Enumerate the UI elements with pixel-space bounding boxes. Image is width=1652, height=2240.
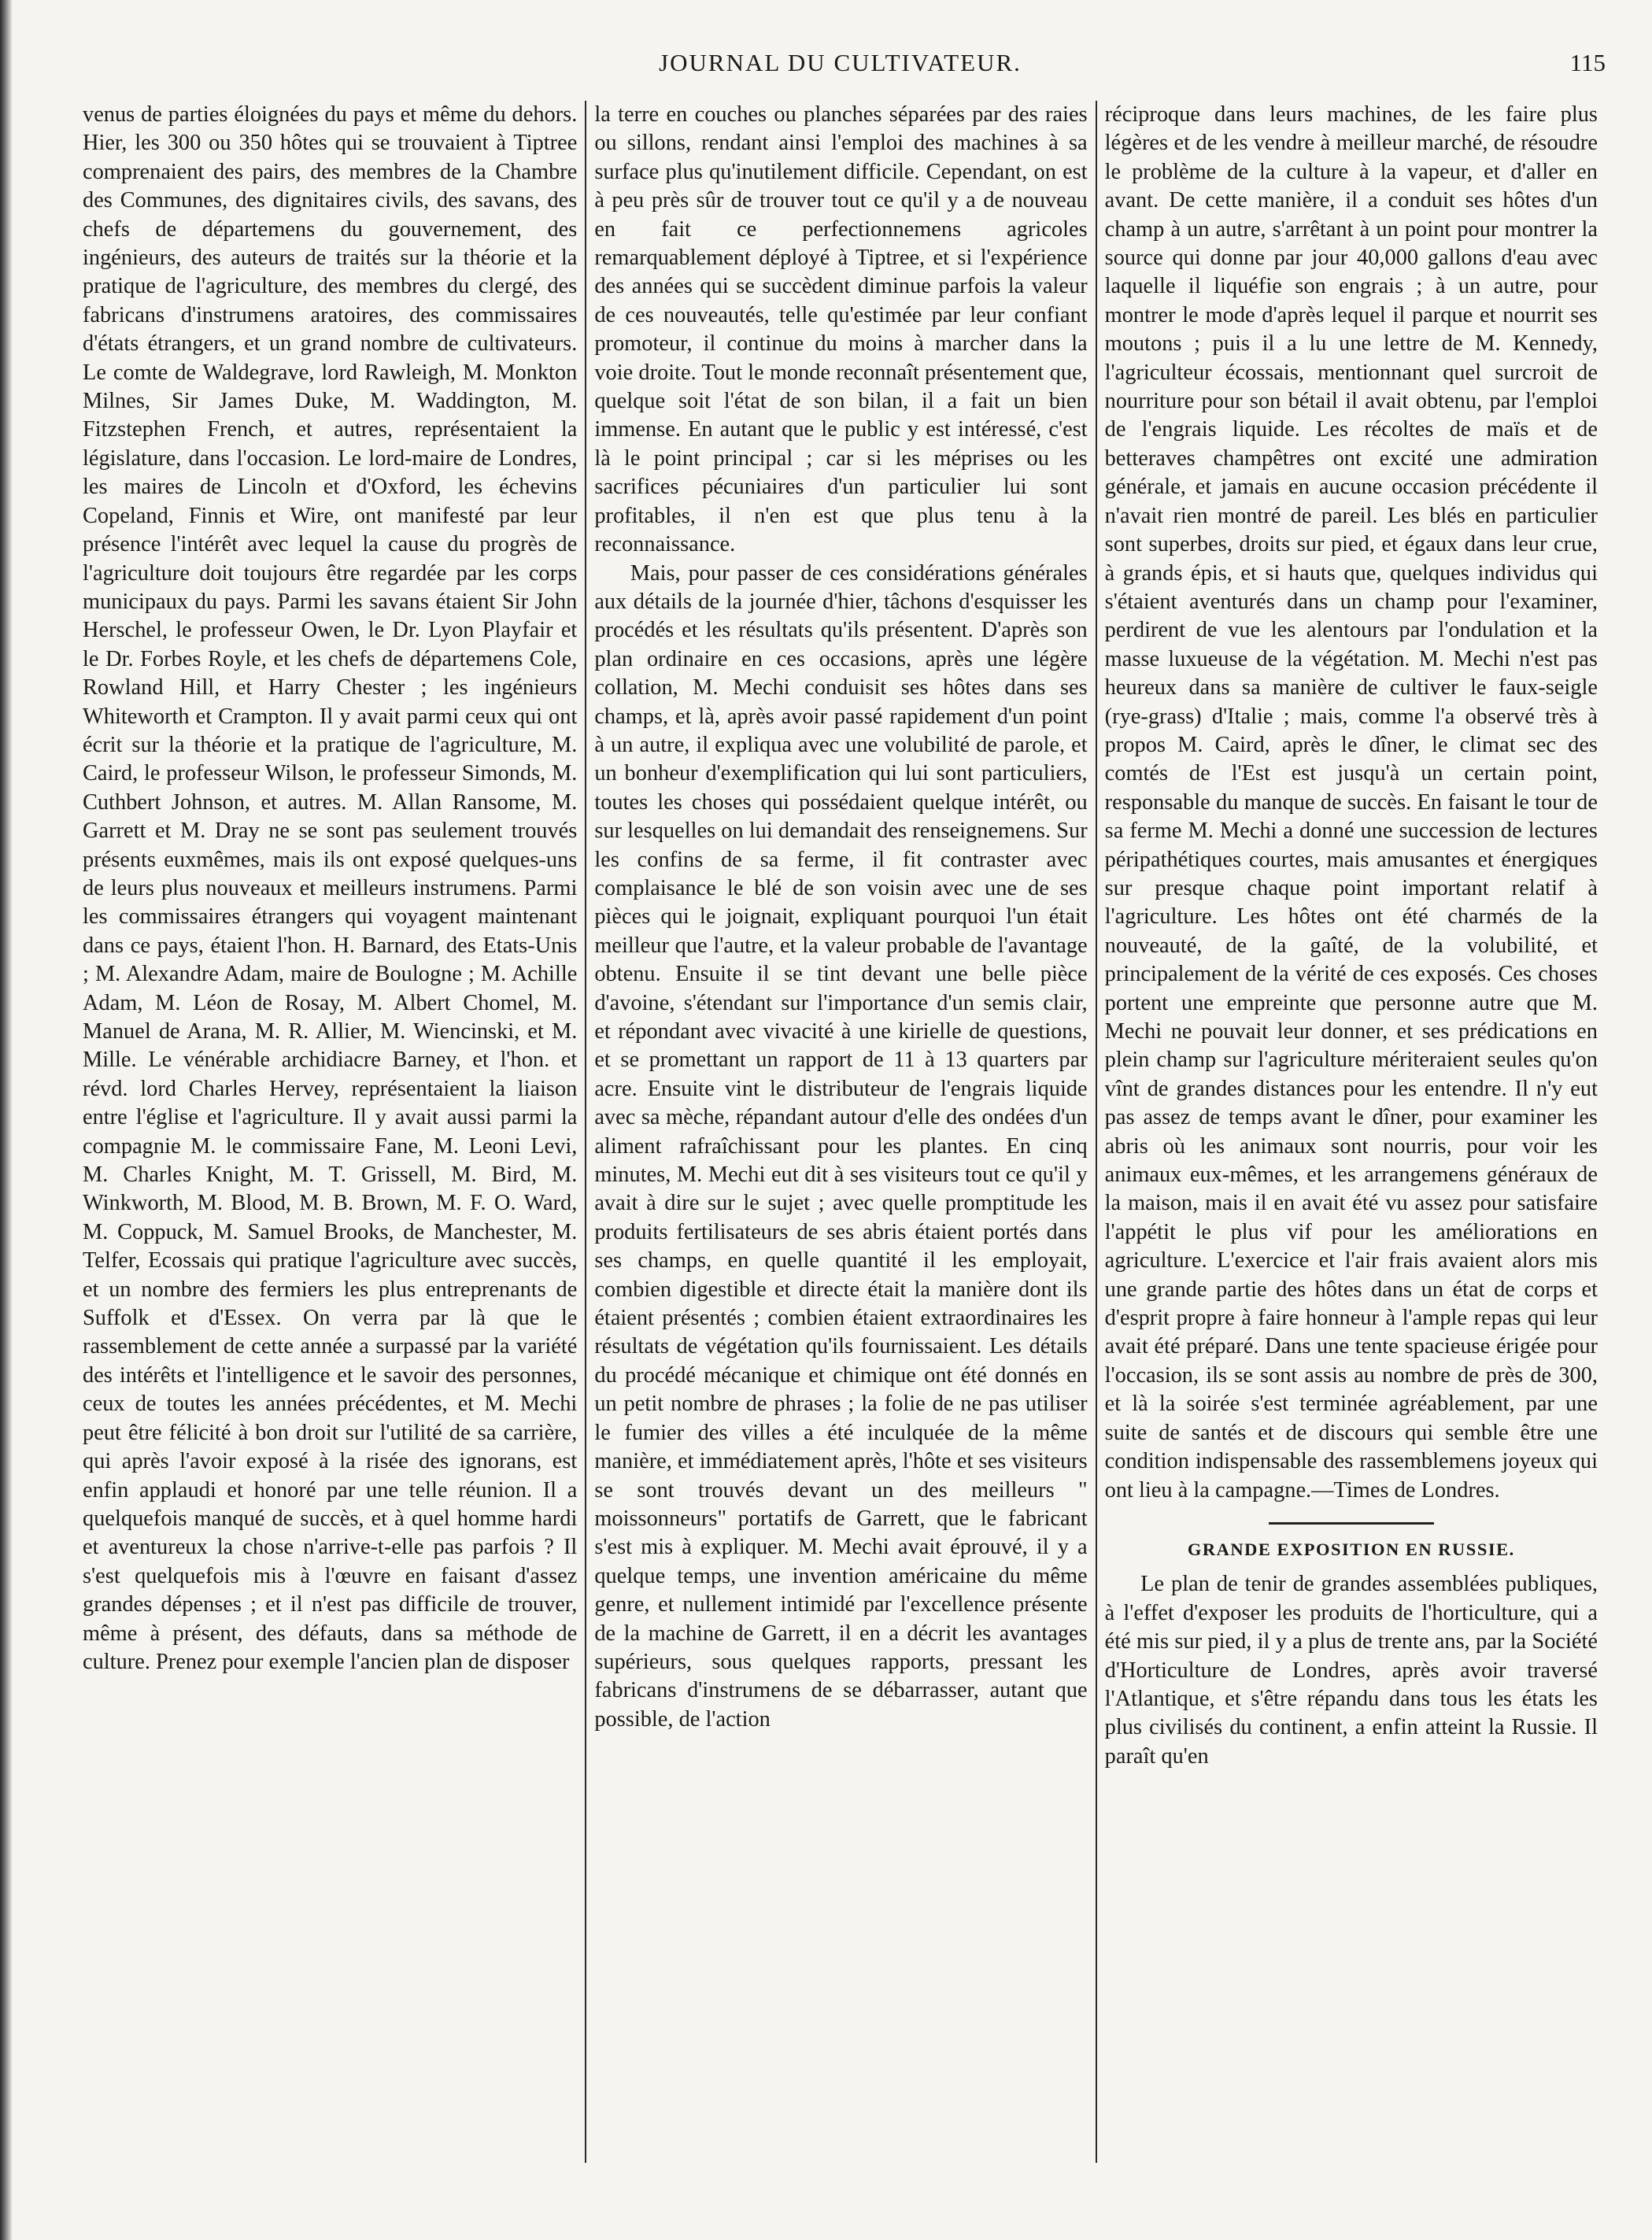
page-edge-shadow bbox=[0, 0, 13, 2240]
column-1 bbox=[75, 101, 585, 2163]
page-number: 115 bbox=[1569, 49, 1606, 76]
column-1-paragraph-1: venus de parties éloignées du pays et même du dehors. Hier, les 300 ou 350 hôtes qui se trouvaient à Tiptree comprenaient des pairs, des membres de la Chambre des Communes, des dignitaires civils, des savans, des chefs de départemens du gouvernement, des ingénieurs, des auteurs de traités sur la théorie et la pratique de l'agriculture, des membres du clergé, des fabricans d'instrumens aratoires, des commissaires d'états étrangers, et un grand nombre de cultivateurs. Le comte de Waldegrave, lord Rawleigh, M. Monkton Milnes, Sir James Duke, M. Waddington, M. Fitzstephen French, et autres, représentaient la législature, dans l'occasion. Le lord-maire de Londres, les maires de Lincoln et d'Oxford, les échevins Copeland, Finnis et Wire, ont manifesté par leur présence l'intérêt avec lequel la cause du progrès de l'agriculture doit toujours être regardée par les corps municipaux du pays. Parmi les savans étaient Sir John Herschel, le professeur Owen, le Dr. Lyon Playfair et le Dr. Forbes Royle, et les chefs de départemens Cole, Rowland Hill, et Harry Chester ; les ingénieurs Whiteworth et Crampton. Il y avait parmi ceux qui ont écrit sur la théorie et la pratique de l'agriculture, M. Caird, le professeur Wilson, le professeur Simonds, M. Cuthbert Johnson, et autres. M. Allan Ransome, M. Garrett et M. Dray ne se sont pas seulement trouvés présents euxmêmes, mais ils ont exposé quelques-uns de leurs plus nouveaux et meilleurs instrumens. Parmi les commissaires étrangers qui voyagent maintenant dans ce pays, étaient l'hon. H. Barnard, des Etats-Unis ; M. Alexandre Adam, maire de Boulogne ; M. Achille Adam, M. Léon de Rosay, M. Albert Chomel, M. Manuel de Arana, M. R. Allier, M. Wiencinski, et M. Mille. Le vénérable archidiacre Barney, et l'hon. et révd. lord Charles Hervey, représentaient la liaison entre l'église et l'agriculture. Il y avait aussi parmi la compagnie M. le commissaire Fane, M. Leoni Levi, M. Charles Knight, M. T. Grissell, M. Bird, M. Winkworth, M. Blood, M. B. Brown, M. F. O. Ward, M. Coppuck, M. Samuel Brooks, de Manchester, M. Telfer, Ecossais qui pratique l'agriculture avec succès, et un nombre des fermiers les plus entreprenants de Suffolk et d'Essex. On verra par là que le rassemblement de cette année a surpassé par la variété des intérêts et l'intelligence et le savoir des personnes, ceux de toutes les années précédentes, et M. Mechi peut être félicité à bon droit sur l'utilité de sa carrière, qui après l'avoir exposé à la risée des ignorans, est enfin applaudi et honoré par une telle réunion. Il a quelquefois manqué de succès, et à quel homme hardi et aventureux la chose n'arrive-t-elle pas parfois ? Il s'est quelquefois mis à l'œuvre en faisant d'assez grandes dépenses ; et il n'est pas difficile de trouver, même à présent, des défauts, dans sa méthode de culture. Prenez pour exemple l'ancien plan de disposer bbox=[83, 102, 578, 1674]
text-columns bbox=[75, 101, 1606, 2163]
running-head bbox=[75, 49, 1606, 88]
section-heading: GRANDE EXPOSITION EN RUSSIE. bbox=[1187, 1539, 1515, 1559]
section-paragraph-1: Le plan de tenir de grandes assemblées publiques, à l'effet d'exposer les produits de l'horticulture, qui a été mis sur pied, il y a plus de trente ans, par la Société d'Horticulture de Londres, après avoir traversé l'Atlantique, et s'être répandu dans tous les états les plus civilisés du continent, a enfin atteint la Russie. Il paraît qu'en bbox=[1104, 1572, 1598, 1769]
column-2 bbox=[585, 101, 1095, 2163]
section-divider-rule bbox=[1269, 1522, 1434, 1525]
running-title: JOURNAL DU CULTIVATEUR. bbox=[659, 49, 1022, 76]
column-3 bbox=[1096, 101, 1606, 2163]
column-3-paragraph-1: réciproque dans leurs machines, de les faire plus légères et de les vendre à meilleur marché, de résoudre le problème de la culture à la vapeur, et d'aller en avant. De cette manière, il a conduit ses hôtes d'un champ à un autre, s'arrêtant à un point pour montrer la source qui donne par jour 40,000 gallons d'eau avec laquelle il liquéfie son engrais ; à un autre, pour montrer le mode d'après lequel il parque et nourrit ses moutons ; puis il a lu une lettre de M. Kennedy, l'agriculteur écossais, mentionnant quel surcroit de nourriture pour son bétail il avait obtenu, par l'emploi de l'engrais liquide. Les récoltes de maïs et de betteraves champêtres ont excité une admiration générale, et jamais en aucune occasion précédente il n'avait rien montré de pareil. Les blés en particulier sont superbes, droits sur pied, et égaux dans leur crue, à grands épis, et si hauts que, quelques individus qui s'étaient aventurés dans un champ pour l'examiner, perdirent de vue les alentours par l'ondulation et la masse luxueuse de la végétation. M. Mechi n'est pas heureux dans sa manière de cultiver le faux-seigle (rye-grass) d'Italie ; mais, comme l'a observé très à propos M. Caird, après le dîner, le climat sec des comtés de l'Est est jusqu'à un certain point, responsable du manque de succès. En faisant le tour de sa ferme M. Mechi a donné une succession de lectures péripathétiques courtes, mais amusantes et énergiques sur presque chaque point important relatif à l'agriculture. Les hôtes ont été charmés de la nouveauté, de la gaîté, de la volubilité, et principalement de la vérité de ces exposés. Ces choses portent une empreinte que personne autre que M. Mechi ne pouvait leur donner, et ses prédications en plein champ sur l'agriculture mériteraient seules qu'on vînt de grandes distances pour les entendre. Il n'y eut pas assez de temps avant le dîner, pour examiner les abris où les animaux sont nourris, pour voir les animaux eux-mêmes, et les arrangemens généraux de la maison, mais il en avait été vu assez pour satisfaire l'appétit le plus vif pour les améliorations en agriculture. L'exercice et l'air frais avaient alors mis une grande partie des hôtes dans un état de corps et d'esprit propre à faire honneur à l'ample repas qui leur avait été préparé. Dans une tente spacieuse érigée pour l'occasion, ils se sont assis au nombre de près de 300, et là la soirée s'est terminée agréablement, par une suite de santés et de discours qui semble être une condition indispensable des rassemblemens joyeux qui ont lieu à la campagne.—Times de Londres. bbox=[1104, 102, 1598, 1503]
column-2-paragraph-1: la terre en couches ou planches séparées par des raies ou sillons, rendant ainsi l'emploi des machines à sa surface plus qu'inutilement difficile. Cependant, on est à peu près sûr de trouver tout ce qu'il y a de nouveau en fait ce perfectionnemens agricoles remarquablement déployé à Tiptree, et si l'expérience des années qui se succèdent diminue parfois la valeur de ces nouveautés, telle qu'estimée par leur confiant promoteur, il continue du moins à marcher dans la voie droite. Tout le monde reconnaît présentement que, quelque soit l'état de son bilan, il a fait un bien immense. En autant que le public y est intéressé, c'est là le point principal ; car si les méprises ou les sacrifices pécuniaires d'un particulier lui sont profitables, il n'en est que plus tenu à la reconnaissance. bbox=[594, 102, 1088, 557]
column-2-paragraph-2: Mais, pour passer de ces considérations générales aux détails de la journée d'hier, tâchons d'esquisser les procédés et les résultats qu'ils présentent. D'après son plan ordinaire en ces occasions, après une légère collation, M. Mechi conduisit ses hôtes dans ses champs, et là, après avoir passé rapidement d'un point à un autre, il expliqua avec une volubilité de parole, et un bonheur d'exemplification qui lui sont particuliers, toutes les choses qui possédaient quelque intérêt, ou sur lesquelles on lui demandait des renseignemens. Sur les confins de sa ferme, il fit contraster avec complaisance le blé de son voisin avec une de ses pièces qui le joignait, expliquant pourquoi l'un était meilleur que l'autre, et la valeur probable de l'avantage obtenu. Ensuite il se tint devant une belle pièce d'avoine, s'étendant sur l'importance d'un semis clair, et répondant avec vivacité à une kirielle de questions, et se promettant un rapport de 11 à 13 quarters par acre. Ensuite vint le distributeur de l'engrais liquide avec sa mèche, répandant autour d'elle des ondées d'un aliment rafraîchissant pour les plantes. En cinq minutes, M. Mechi eut dit à ses visiteurs tout ce qu'il y avait à dire sur le sujet ; avec quelle promptitude les produits fertilisateurs de ses abris étaient portés dans ses champs, en quelle quantité il les employait, combien digestible et directe était la manière dont ils étaient présentés ; combien étaient extraordinaires les résultats de végétation qu'ils fournissaient. Les détails du procédé mécanique et chimique ont été donnés en un petit nombre de phrases ; la folie de ne pas utiliser le fumier des villes a été inculquée de la même manière, et immédiatement après, l'hôte et ses visiteurs se sont trouvés devant un des meilleurs " moissonneurs" portatifs de Garrett, que le fabricant s'est mis à expliquer. M. Mechi avait éprouvé, il y a quelque temps, une invention américaine du même genre, et nullement intimidé par l'excellence présente de la machine de Garrett, il en a décrit les avantages supérieurs, sous quelques rapports, pressant les fabricans d'instrumens de se débarrasser, autant que possible, de l'action bbox=[594, 560, 1088, 1732]
